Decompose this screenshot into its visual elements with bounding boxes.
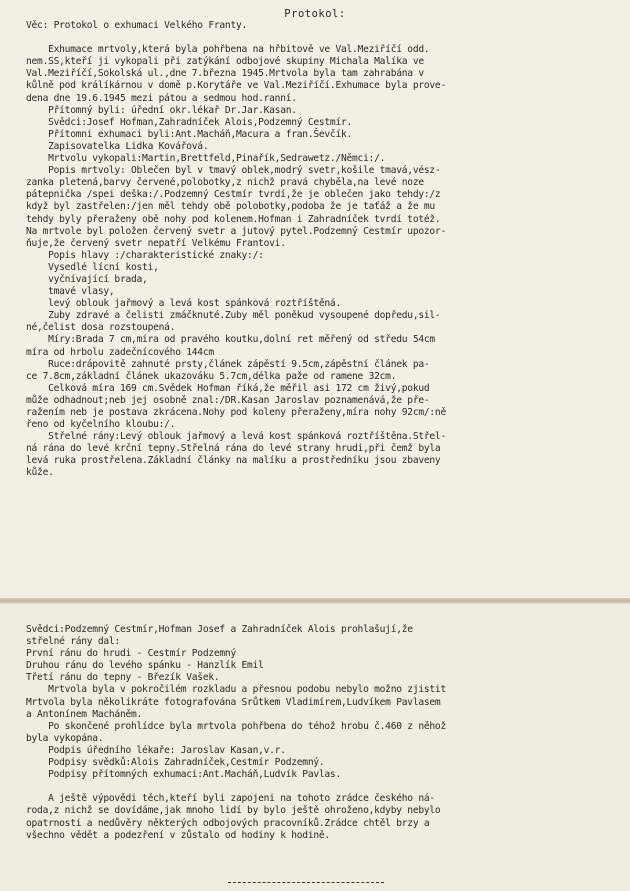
page1-line: Exhumace mrtvoly,která byla pohřbena na hřbitově ve Val.Meziříčí odd. — [26, 44, 430, 56]
page1-line: když byl zastřelen:/jen měl tehdy obě polobotky,podoba že je taťáž a že mu — [26, 201, 435, 213]
page2-line: A ještě výpovědi těch,kteří byli zapojeni na tohoto zrádce českého ná- — [26, 793, 435, 805]
page2-line: a Antonínem Macháněm. — [26, 708, 143, 720]
page1-line: Střelné rány:Levý oblouk jařmový a levá kost spánková roztříštěna.Střel- — [26, 431, 446, 443]
page1-line: kůlně pod králíkárnou v domě p.Korytáře ve Val.Meziříčí.Exhumace byla prove- — [26, 80, 446, 92]
page1-line: míra od hrbolu zadečnícového 144cm — [26, 346, 214, 358]
page2-line: Podpisy přítomných exhumaci:Ant.Macháň,Ludvík Pavlas. — [26, 769, 341, 781]
page2-line: Třetí ránu do tepny - Březík Vašek. — [26, 672, 220, 684]
page1-line: Přítomni exhumaci byli:Ant.Macháň,Macura a fran.Ševčík. — [26, 128, 353, 140]
page1-line: nem.SS,kteří ji vykopali při zatýkání odbojové skupiny Michala Malíka ve — [26, 56, 424, 68]
page2-line: Svědci:Podzemný Cestmír,Hofman Josef a Zahradníček Alois prohlašují,že — [26, 624, 413, 635]
page1-line: Celková míra 169 cm.Svědek Hofman říká,že měřil asi 172 cm živý,pokud — [26, 382, 430, 394]
page1-line: Přítomný byli: úřední okr.lékař Dr.Jar.Kasan. — [26, 104, 297, 116]
page2-line: Mrtvola byla několikráte fotografována Srůtkem Vladimírem,Ludvíkem Pavlasem — [26, 696, 441, 708]
page1-line: dena dne 19.6.1945 mezi pátou a sedmou hod.ranní. — [26, 92, 297, 104]
page1-line: Mrtvolu vykopali:Martin,Brettfeld,Pinařík,Sedrawetz./Němci:/. — [26, 153, 386, 165]
page1-line: vyčnívající brada, — [26, 273, 148, 285]
page1-line: levá ruka prostřelena.Základní články na malíku a prostředníku jsou zbaveny — [26, 455, 441, 467]
page1-line — [26, 32, 616, 44]
closing-dashed-rule — [228, 882, 384, 883]
page1-line: řeno od kyčelního kloubu:/. — [26, 419, 176, 431]
page2-line: opatrnosti a nedůvěry některých odbojových pracovníků.Zrádce chtěl brzy a — [26, 817, 430, 829]
page1-line: né,čelist dosa rozstoupená. — [26, 322, 176, 334]
page2-line: Podpisy svědků:Alois Zahradníček,Cestmír Podzemný. — [26, 757, 325, 769]
page2-body-text — [26, 624, 616, 842]
page1-line: zanka pletená,barvy červené,polobotky,z nichž pravá chyběla,na levé noze — [26, 177, 424, 189]
page1-line: Na mrtvole byl položen červený svetr a jutový pytel.Podzemný Cestmír upozor- — [26, 225, 446, 237]
page1-line: Vysedlé lícní kosti, — [26, 261, 159, 273]
page2-line: byla vykopána. — [26, 732, 104, 744]
page1-line: může odhadnout;neb jej osobně znal:/DR.Kasan Jaroslav poznamenává,že pře- — [26, 394, 430, 406]
page2-line: všechno vědět a podezření v zůstalo od hodiny k hodině. — [26, 829, 330, 841]
page1-line: Popis hlavy :/charakteristické znaky:/: — [26, 249, 264, 261]
page1-line: levý oblouk jařmový a levá kost spánková roztříštěná. — [26, 298, 341, 310]
page2-line: roda,z nichž se dovídáme,jak mnoho lidí by bylo ještě ohroženo,kdyby nebylo — [26, 805, 441, 817]
page1-line: pátepnička /spei deška:/.Podzemný Cestmír tvrdí,že je oblečen jako tehdy:/z — [26, 189, 441, 201]
page1-line: ce 7.8cm,základní článek ukazováku 5.7cm,délka paže od ramene 32cm. — [26, 370, 397, 382]
page1-line: Ruce:drápovitě zahnuté prsty,článek zápěstí 9.5cm,zápěstní článek pa- — [26, 358, 430, 370]
page1-line: Zuby zdravé a čelisti zmáčknuté.Zuby měl poněkud vysoupené dopředu,sil- — [26, 310, 441, 322]
page2-line: První ránu do hrudi - Cestmír Podzemný — [26, 648, 236, 660]
page2-line — [26, 781, 616, 793]
page1-line: kůže. — [26, 467, 54, 479]
page1-line: tmavé vlasy, — [26, 286, 115, 298]
page1-line: Zapisovatelka Lidka Kovářová. — [26, 140, 209, 152]
page2-line: Mrtvola byla v pokročilém rozkladu a přesnou podobu nebylo možno zjistit — [26, 684, 446, 696]
page2-line: Podpis úředního lékaře: Jaroslav Kasan,v.r. — [26, 744, 286, 756]
page1-body-text — [26, 20, 616, 480]
document-title: Protokol: — [284, 8, 346, 20]
page1-line: Věc: Protokol o exhumaci Velkého Franty. — [26, 20, 248, 31]
page2-line: Druhou ránu do levého spánku - Hanzlík Emil — [26, 660, 264, 672]
page2-line: Po skončené prohlídce byla mrtvola pohřbena do téhož hrobu č.460 z něhož — [26, 720, 446, 732]
page1-line: Popis mrtvoly: Oblečen byl v tmavý oblek,modrý svetr,košile tmavá,vész- — [26, 165, 441, 177]
page1-line: tehdy byly přeraženy obě nohy pod kolenem.Hofman i Zahradníček tvrdí totéž. — [26, 213, 441, 225]
page2-line: střelné rány dal: — [26, 636, 120, 648]
page-fold-divider — [0, 598, 630, 604]
page1-line: Míry:Brada 7 cm,míra od pravého koutku,dolní ret měřený od středu 54cm — [26, 334, 435, 346]
page1-line: ná rána do levé krční tepny.Střelná rána do levé strany hrudi,při čemž byla — [26, 443, 441, 455]
page1-line: ňuje,že červený svetr nepatří Velkému Frantovi. — [26, 237, 286, 249]
page1-line: Val.Meziříčí,Sokolská ul.,dne 7.března 1945.Mrtvola byla tam zahrabána v — [26, 68, 424, 80]
page1-line: ražením neb je postava zkrácena.Nohy pod koleny přeraženy,míra nohy 92cm/:ně — [26, 407, 446, 418]
page1-line: Svědci:Josef Hofman,Zahradníček Alois,Podzemný Cestmír. — [26, 116, 353, 128]
